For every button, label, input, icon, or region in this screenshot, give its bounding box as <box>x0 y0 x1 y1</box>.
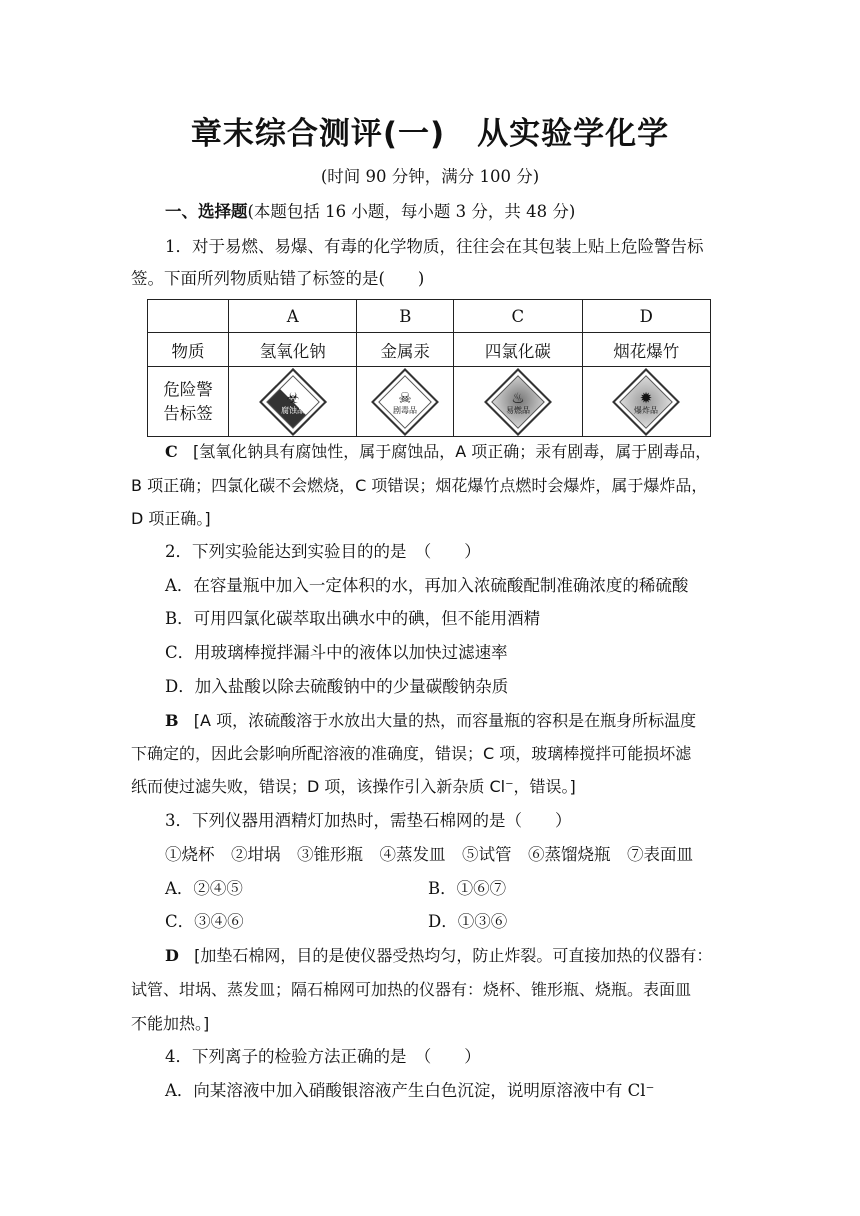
row-label-hazard-part2: 告标签 <box>163 403 213 423</box>
q3-answer-key: D <box>165 946 179 965</box>
q3-items: ①烧杯 ②坩埚 ③锥形瓶 ④蒸发皿 ⑤试管 ⑥蒸馏烧瓶 ⑦表面皿 <box>165 845 693 864</box>
poison-skull-icon: ☠ 剧毒品 <box>371 368 439 436</box>
q2-stem: 2．下列实验能达到实验目的的是 （ ） <box>165 542 481 561</box>
row-label-hazard <box>148 367 229 437</box>
section-heading <box>165 201 575 223</box>
substance-cell: 氢氧化钠 <box>229 333 357 367</box>
q2-explanation-line3: 纸而使过滤失败，错误；D 项，该操作引入新杂质 Cl⁻，错误。] <box>131 777 576 796</box>
table-header-cell: C <box>454 300 582 333</box>
table-header-cell: A <box>229 300 357 333</box>
q3-explanation-text1: [加垫石棉网，目的是使仪器受热均匀，防止炸裂。可直接加热的仪器有： <box>194 946 713 965</box>
q3-option-d: D．①③⑥ <box>428 912 508 931</box>
q1-explanation-line2: B 项正确；四氯化碳不会燃烧，C 项错误；烟花爆竹点燃时会爆炸，属于爆炸品， <box>131 476 708 495</box>
q3-explanation-line1 <box>165 945 712 967</box>
flammable-label-text: 易燃品 <box>505 405 530 414</box>
hazard-label-table <box>147 299 711 437</box>
poison-label-text: 剧毒品 <box>393 405 418 414</box>
q1-explanation-line1 <box>165 441 711 463</box>
q2-option-b: B．可用四氯化碳萃取出碘水中的碘，但不能用酒精 <box>165 609 541 628</box>
q1-stem-line2: 签。下面所列物质贴错了标签的是( ) <box>131 269 425 288</box>
corrosive-label-text: 腐蚀品 <box>280 405 305 414</box>
table-header-cell <box>148 300 229 333</box>
row-label-hazard-part1: 危险警 <box>163 379 213 399</box>
q1-explanation-line3: D 项正确。] <box>131 509 211 528</box>
q2-option-c: C．用玻璃棒搅拌漏斗中的液体以加快过滤速率 <box>165 643 508 662</box>
table-header-cell: D <box>582 300 710 333</box>
exam-info: (时间 90 分钟，满分 100 分) <box>320 167 540 186</box>
title-topic: 从实验学化学 <box>477 116 670 152</box>
flammable-flame-icon: ♨ 易燃品 <box>484 368 552 436</box>
q3-option-a: A．②④⑤ <box>165 879 243 898</box>
row-label-substance: 物质 <box>148 333 229 367</box>
q2-option-d: D．加入盐酸以除去硫酸钠中的少量碳酸钠杂质 <box>165 677 509 696</box>
hazard-label-cell <box>582 367 710 437</box>
q3-explanation-line3: 不能加热。] <box>131 1014 210 1033</box>
q2-explanation-line2: 下确定的，因此会影响所配溶液的准确度，错误；C 项，玻璃棒搅拌可能损坏滤 <box>131 744 692 763</box>
q3-option-c: C．③④⑥ <box>165 912 244 931</box>
q3-explanation-line2: 试管、坩埚、蒸发皿；隔石棉网可加热的仪器有：烧杯、锥形瓶、烧瓶。表面皿 <box>131 980 692 999</box>
hazard-label-cell <box>229 367 357 437</box>
hazard-label-cell <box>357 367 454 437</box>
table-header-cell: B <box>357 300 454 333</box>
corrosive-icon: ☣ 腐蚀品 <box>259 368 327 436</box>
substance-cell: 金属汞 <box>357 333 454 367</box>
section-note: (本题包括 16 小题，每小题 3 分，共 48 分) <box>247 202 576 221</box>
section-title: 一、选择题 <box>165 202 248 221</box>
q2-option-a: A．在容量瓶中加入一定体积的水，再加入浓硫酸配制准确浓度的稀硫酸 <box>165 576 689 595</box>
hazard-label-cell <box>454 367 582 437</box>
title-chapter: 章末综合测评(一) <box>190 116 446 152</box>
q3-stem: 3．下列仪器用酒精灯加热时，需垫石棉网的是（ ） <box>165 811 572 830</box>
q1-stem-line1: 1．对于易燃、易爆、有毒的化学物质，往往会在其包装上贴上危险警告标 <box>165 237 704 256</box>
page-title <box>0 108 860 153</box>
substance-cell: 四氯化碳 <box>454 333 582 367</box>
explosive-icon: ✹ 爆炸品 <box>612 368 680 436</box>
q2-explanation-line1 <box>165 710 696 732</box>
q2-explanation-text1: [A 项，浓硫酸溶于水放出大量的热，而容量瓶的容积是在瓶身所标温度 <box>193 711 697 730</box>
explosive-label-text: 爆炸品 <box>634 405 659 414</box>
q1-answer-key: C <box>165 442 178 461</box>
q4-option-a: A．向某溶液中加入硝酸银溶液产生白色沉淀，说明原溶液中有 Cl⁻ <box>165 1081 655 1100</box>
q3-option-b: B．①⑥⑦ <box>428 879 507 898</box>
q1-explanation-text1: [氢氧化钠具有腐蚀性，属于腐蚀品，A 项正确；汞有剧毒，属于剧毒品， <box>193 442 712 461</box>
q4-stem: 4．下列离子的检验方法正确的是 （ ） <box>165 1047 481 1066</box>
q2-answer-key: B <box>165 711 179 730</box>
substance-cell: 烟花爆竹 <box>582 333 710 367</box>
